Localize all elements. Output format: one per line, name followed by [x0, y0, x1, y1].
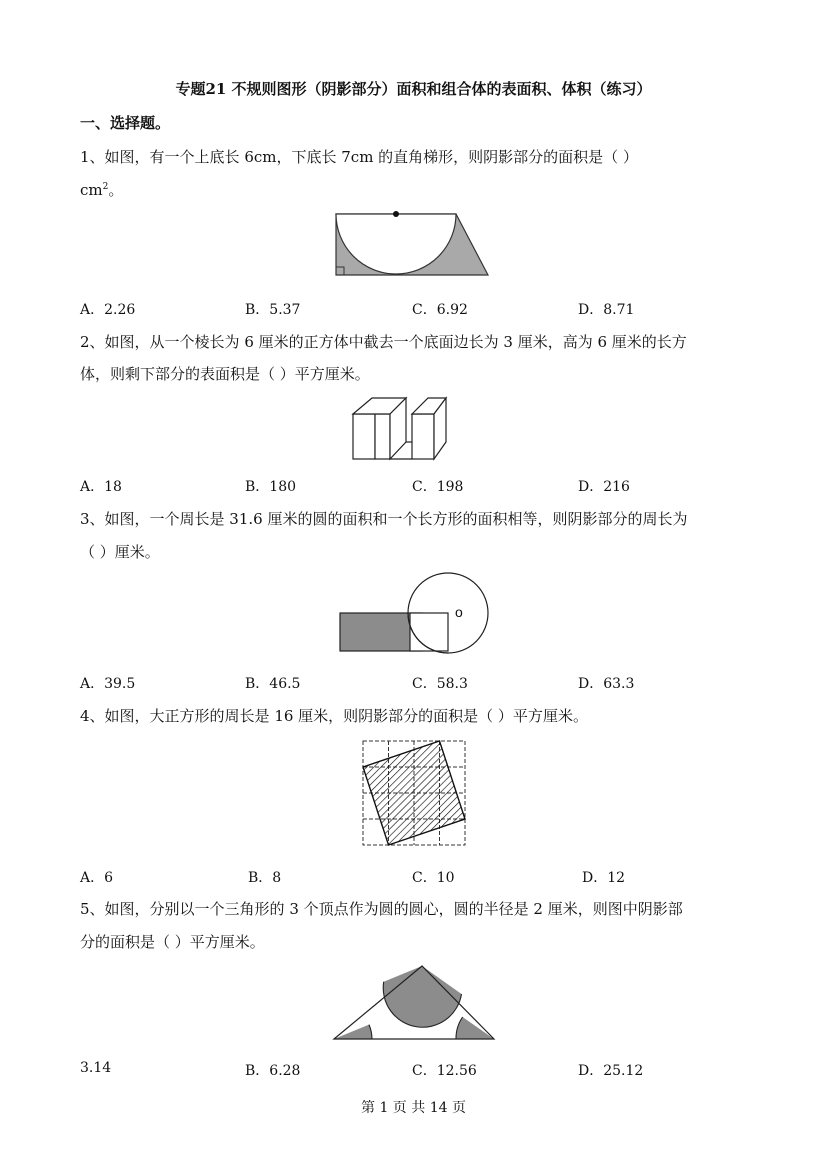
q3-option-a[interactable]: A．39.5: [80, 676, 136, 692]
page-title: 专题21 不规则图形（阴影部分）面积和组合体的表面积、体积（练习）: [175, 80, 652, 98]
figure-tilted-square-grid: [360, 738, 468, 848]
figure-triangle-sectors: [330, 960, 500, 1046]
figure-circle-rectangle: [336, 570, 496, 658]
question-2-text-cont: 体，则剩下部分的表面积是（ ）平方厘米。: [80, 365, 370, 383]
q1-option-a[interactable]: A．2.26: [80, 302, 136, 318]
question-2-text: 2、如图，从一个棱长为 6 厘米的正方体中截去一个底面边长为 3 厘米，高为 6 厘米的长方: [80, 333, 687, 351]
q3-option-d[interactable]: D．63.3: [578, 676, 635, 692]
q1-option-d[interactable]: D．8.71: [578, 302, 635, 318]
question-3-text-cont: （ ）厘米。: [80, 543, 160, 561]
q2-option-c[interactable]: C．198: [412, 479, 464, 495]
q1-option-b[interactable]: B．5.37: [245, 302, 301, 318]
figure-cut-cube: [350, 392, 455, 464]
question-1-unit: $cm^2$。: [80, 181, 124, 199]
q3-option-c[interactable]: C．58.3: [412, 676, 468, 692]
question-1-text: 1、如图，有一个上底长 6cm，下底长 7cm 的直角梯形，则阴影部分的面积是（ ）: [80, 148, 638, 166]
q3-option-b[interactable]: B．46.5: [245, 676, 301, 692]
q2-option-d[interactable]: D．216: [578, 479, 630, 495]
q5-option-d[interactable]: D．25.12: [578, 1063, 644, 1079]
sector-top: [383, 966, 461, 1027]
question-3-text: 3、如图，一个周长是 31.6 厘米的圆的面积和一个长方形的面积相等，则阴影部分的周长为: [80, 510, 688, 528]
q2-option-a[interactable]: A．18: [80, 479, 122, 495]
question-5-text-cont: 分的面积是（ ）平方厘米。: [80, 933, 265, 951]
section-heading: 一、选择题。: [80, 114, 171, 132]
page-footer: 第 1 页 共 14 页: [361, 1100, 466, 1116]
q1-option-c[interactable]: C．6.92: [412, 302, 468, 318]
question-5-text: 5、如图，分别以一个三角形的 3 个顶点作为圆的圆心，圆的半径是 2 厘米，则图中阴影部: [80, 900, 683, 918]
figure-trapezoid-semicircle: [330, 205, 500, 285]
q4-option-d[interactable]: D．12: [582, 870, 626, 886]
center-dot: [393, 211, 399, 217]
q4-option-a[interactable]: A．6: [80, 870, 114, 886]
sector-left: [334, 1025, 372, 1039]
center-label-o: o: [455, 604, 463, 620]
q5-option-a[interactable]: 3.14: [80, 1060, 112, 1076]
quarter-square: [410, 613, 448, 651]
q2-option-b[interactable]: B．180: [245, 479, 297, 495]
q5-option-c[interactable]: C．12.56: [412, 1063, 477, 1079]
q4-option-b[interactable]: B．8: [248, 870, 282, 886]
q5-option-b[interactable]: B．6.28: [245, 1063, 301, 1079]
question-4-text: 4、如图，大正方形的周长是 16 厘米，则阴影部分的面积是（ ）平方厘米。: [80, 707, 588, 725]
q4-option-c[interactable]: C．10: [412, 870, 455, 886]
hatched-tilted-square: [363, 741, 465, 845]
